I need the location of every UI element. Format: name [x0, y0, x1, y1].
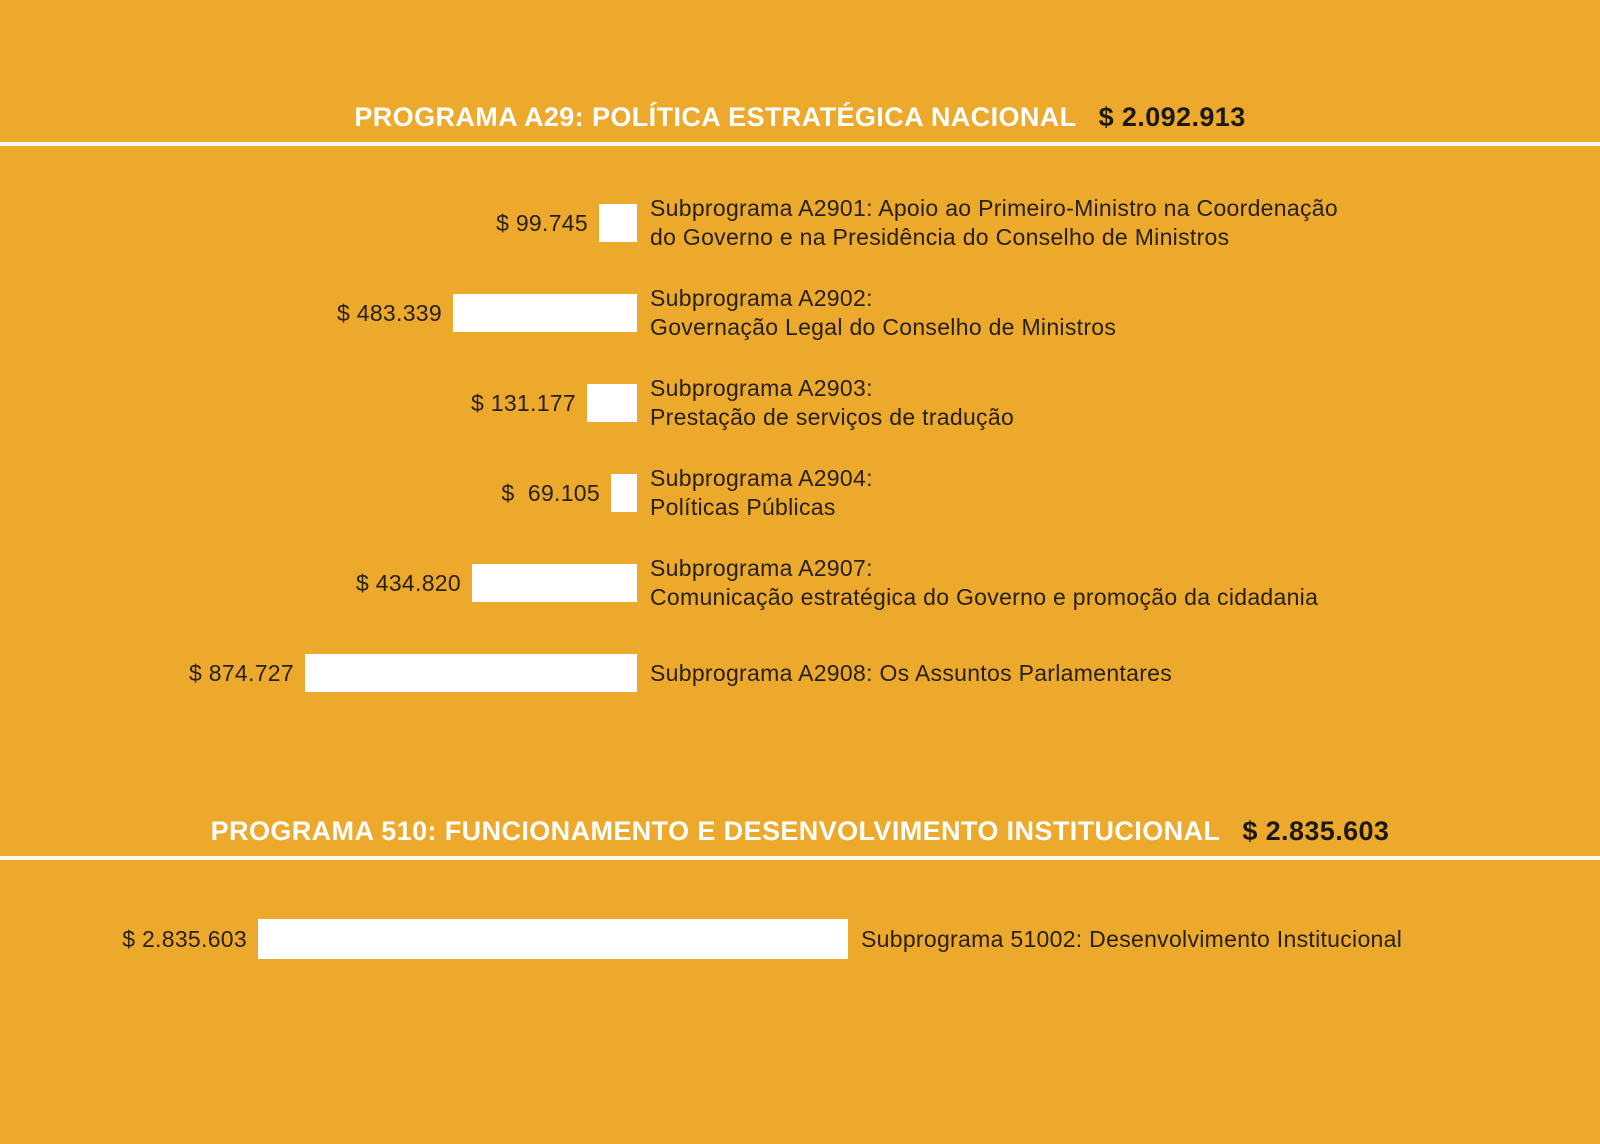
value-bar [472, 564, 637, 602]
row-value-zone [0, 474, 637, 512]
row-label: Subprograma A2904: Políticas Públicas [650, 465, 873, 520]
row-value-zone [0, 204, 637, 242]
bar-chart-a29 [0, 146, 1600, 704]
row-label: Subprograma 51002: Desenvolvimento Institucional [861, 925, 1403, 952]
program-title: PROGRAMA A29: POLÍTICA ESTRATÉGICA NACIONAL [354, 102, 1077, 132]
chart-row [0, 552, 1600, 614]
row-label: Subprograma A2902: Governação Legal do Conselho de Ministros [650, 285, 1117, 340]
value-bar [258, 919, 848, 959]
chart-row [0, 642, 1600, 704]
row-label: Subprograma A2908: Os Assuntos Parlamentares [650, 659, 1173, 686]
row-label: Subprograma A2901: Apoio ao Primeiro-Ministro na Coordenação do Governo e na Presidência do Conselho de Ministros [650, 195, 1338, 250]
row-value-zone [0, 294, 637, 332]
program-total: $ 2.092.913 [1098, 102, 1246, 132]
bar-chart-510 [0, 860, 1600, 970]
row-value-zone [0, 919, 848, 959]
amount-label: $ 69.105 [501, 479, 600, 506]
value-bar [453, 294, 637, 332]
value-bar [611, 474, 637, 512]
row-value-zone [0, 564, 637, 602]
program-header-510 [0, 704, 1600, 847]
program-title: PROGRAMA 510: FUNCIONAMENTO E DESENVOLVIMENTO INSTITUCIONAL [210, 816, 1221, 846]
chart-row [0, 908, 1600, 970]
amount-label: $ 434.820 [355, 569, 461, 596]
amount-label: $ 483.339 [336, 299, 442, 326]
amount-label: $ 2.835.603 [122, 925, 247, 952]
row-label: Subprograma A2907: Comunicação estratégica do Governo e promoção da cidadania [650, 555, 1319, 610]
chart-row [0, 462, 1600, 524]
chart-row [0, 192, 1600, 254]
chart-row [0, 282, 1600, 344]
row-value-zone [0, 654, 637, 692]
amount-label: $ 874.727 [188, 659, 294, 686]
amount-label: $ 99.745 [496, 209, 588, 236]
chart-row [0, 372, 1600, 434]
value-bar [599, 204, 637, 242]
value-bar [587, 384, 637, 422]
row-label: Subprograma A2903: Prestação de serviços de tradução [650, 375, 1015, 430]
value-bar [305, 654, 637, 692]
program-header-a29 [0, 0, 1600, 133]
amount-label: $ 131.177 [470, 389, 576, 416]
program-total: $ 2.835.603 [1242, 816, 1390, 846]
row-value-zone [0, 384, 637, 422]
program-section-510 [0, 704, 1600, 970]
